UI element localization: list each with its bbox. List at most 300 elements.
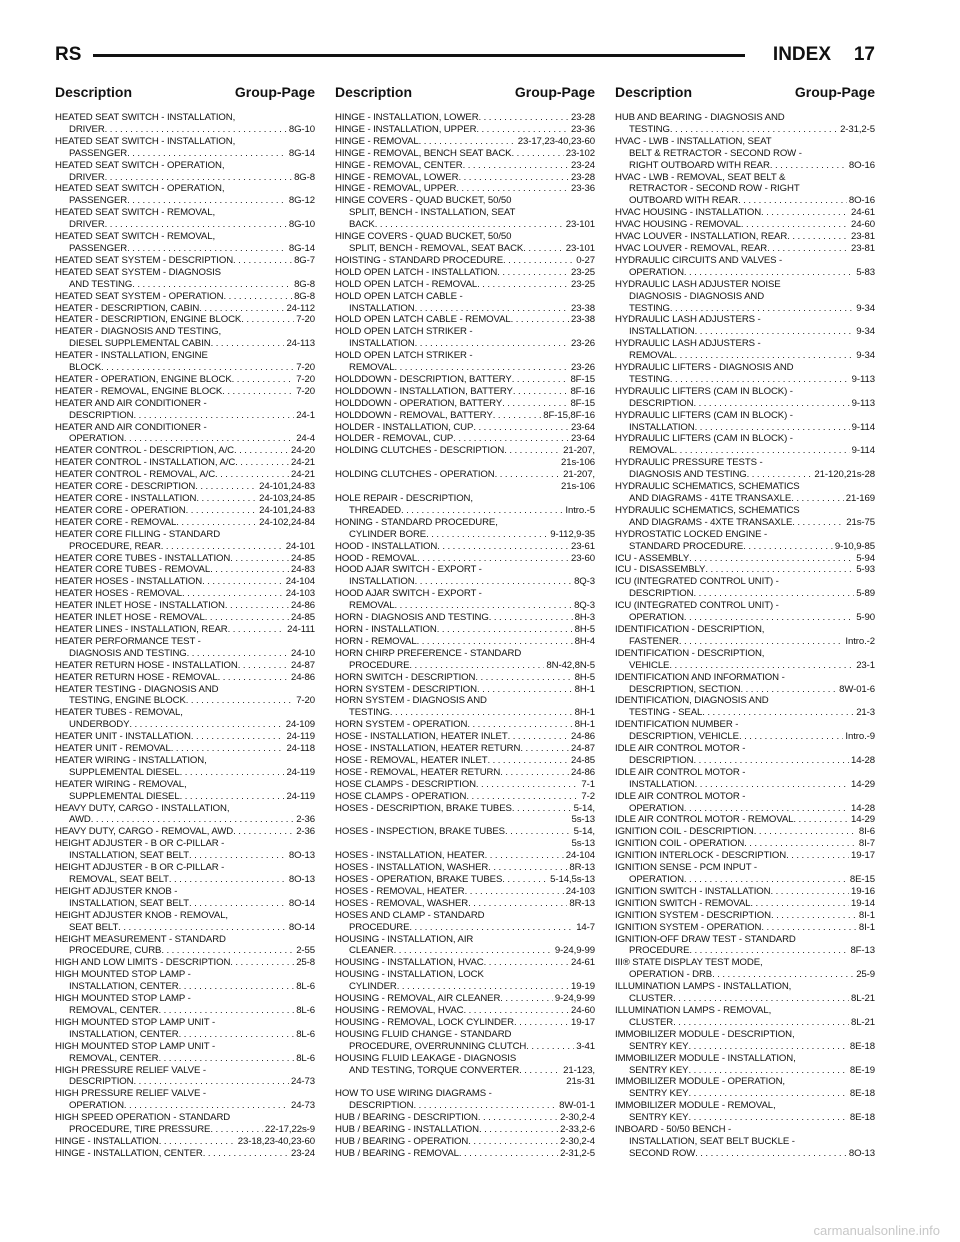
entry-page-ref: 8O-13 (848, 1147, 875, 1159)
dot-leader (500, 993, 553, 1005)
entry-text: HOLDDOWN - INSTALLATION, BATTERY (335, 385, 513, 397)
entry-text: IDENTIFICATION AND INFORMATION - (615, 671, 785, 683)
dot-leader (523, 243, 563, 255)
dot-leader (158, 1005, 294, 1017)
entry-page-ref: 23-18,23-40,23-60 (237, 1135, 315, 1147)
entry-page-ref-continued: 21s-106 (561, 481, 595, 493)
index-entry (335, 695, 595, 719)
dot-leader (468, 898, 567, 910)
index-entry (55, 957, 315, 969)
entry-page-ref: 23-36 (570, 183, 595, 195)
entry-page-ref: 2-30,2-4 (560, 1135, 595, 1147)
entry-text: HEATER - INSTALLATION, ENGINE (55, 350, 208, 362)
index-entry (615, 1053, 875, 1077)
index-entry (55, 386, 315, 398)
index-entry (55, 600, 315, 612)
entry-text: STANDARD PROCEDURE (629, 540, 744, 552)
entry-text: DIAGNOSIS AND TESTING (69, 647, 187, 659)
index-entry (55, 838, 315, 862)
entry-text: HEATED SEAT SYSTEM - DESCRIPTION (55, 254, 234, 266)
index-entry (335, 433, 595, 445)
index-entry (55, 267, 315, 291)
entry-page-ref: 5-94 (856, 552, 875, 564)
entry-text: INSTALLATION (629, 421, 695, 433)
entry-page-ref: 8O-13 (288, 850, 315, 862)
entry-text: HINGE COVERS - QUAD BUCKET, 50/50 (335, 231, 512, 243)
dot-leader (670, 124, 838, 136)
dot-leader (770, 160, 847, 172)
dot-leader (199, 303, 284, 315)
index-entry (335, 1136, 595, 1148)
entry-text: DESCRIPTION (629, 588, 694, 600)
index-entry (335, 803, 595, 827)
entry-text: BACK (349, 219, 375, 231)
entry-page-ref: 23-25 (570, 278, 595, 290)
index-column-3 (615, 112, 875, 1160)
index-entry (55, 1112, 315, 1136)
dot-leader (479, 112, 569, 124)
entry-page-ref: 24-10 (290, 647, 315, 659)
index-entry (55, 160, 315, 184)
dot-leader (225, 600, 289, 612)
index-entry (55, 529, 315, 553)
entry-page-ref: 8H-1 (574, 707, 595, 719)
dot-leader (684, 267, 854, 279)
index-entry (55, 112, 315, 136)
entry-text: SUPPLEMENTAL DIESEL (69, 790, 180, 802)
entry-page-ref: 8H-3 (574, 612, 595, 624)
entry-text: PROCEDURE, REAR (69, 540, 161, 552)
entry-text: ILLUMINATION LAMPS - INSTALLATION, (615, 981, 792, 993)
entry-page-ref: 25-8 (296, 957, 315, 969)
entry-page-ref: 5-83 (856, 266, 875, 278)
index-entry (55, 588, 315, 600)
entry-page-ref: 2-36 (296, 814, 315, 826)
index-entry (55, 707, 315, 731)
entry-page-ref: 5-14, (573, 826, 595, 838)
dot-leader (679, 636, 844, 648)
index-entry (335, 314, 595, 326)
dot-leader (511, 314, 569, 326)
entry-text: TESTING (629, 373, 670, 385)
entry-page-ref: 19-16 (850, 885, 875, 897)
entry-page-ref: 8F-15,8F-16 (543, 409, 595, 421)
entry-page-ref: 9-114 (851, 445, 875, 457)
entry-text: HIGH PRESSURE RELIEF VALVE - (55, 1088, 206, 1100)
dot-leader (689, 945, 848, 957)
entry-text: HOLDDOWN - DESCRIPTION, BATTERY (335, 373, 512, 385)
index-entry (55, 660, 315, 672)
entry-text: HYDROSTATIC LOCKED ENGINE - (615, 528, 768, 540)
dot-leader (754, 826, 857, 838)
entry-page-ref: 21-123, (563, 1064, 595, 1076)
index-entry (55, 255, 315, 267)
entry-text: HOSE CLAMPS - DESCRIPTION (335, 778, 476, 790)
entry-text: AND DIAGRAMS - 41TE TRANSAXLE (629, 493, 792, 504)
entry-page-ref: 8G-8 (294, 290, 315, 302)
index-entry (55, 886, 315, 910)
dot-leader (210, 564, 289, 576)
entry-text: IMMOBILIZER MODULE - INSTALLATION, (615, 1052, 796, 1064)
entry-text: ICU - ASSEMBLY (615, 552, 690, 564)
index-entry (335, 862, 595, 874)
dot-leader (437, 624, 573, 636)
dot-leader (417, 553, 569, 565)
index-entry (335, 624, 595, 636)
dot-leader (771, 910, 857, 922)
entry-text: ILLUMINATION LAMPS - REMOVAL, (615, 1004, 772, 1016)
entry-text: ICU - DISASSEMBLY (615, 564, 706, 576)
entry-text: HOLDDOWN - REMOVAL, BATTERY (335, 409, 493, 421)
entry-text: IDENTIFICATION NUMBER - (615, 719, 739, 731)
entry-text: INSTALLATION, CENTER (69, 1028, 179, 1040)
index-entry (55, 314, 315, 326)
entry-page-ref: 24-21 (290, 457, 315, 469)
entry-text: HYDRAULIC LASH ADJUSTER NOISE (615, 278, 781, 290)
dot-leader (127, 243, 287, 255)
dot-leader (161, 945, 294, 957)
entry-text: UNDERBODY (69, 719, 130, 731)
group-page-heading: Group-Page (794, 84, 875, 100)
entry-text: HOLD OPEN LATCH CABLE - (335, 290, 463, 302)
dot-leader (127, 148, 287, 160)
index-entry (615, 386, 875, 410)
dot-leader (688, 1088, 847, 1100)
dot-leader (512, 803, 572, 815)
index-entry (335, 731, 595, 743)
dot-leader (453, 433, 569, 445)
entry-text: HEIGHT ADJUSTER - B OR C-PILLAR - (55, 862, 225, 874)
index-entry (335, 112, 595, 124)
entry-text: OPERATION (629, 266, 684, 278)
entry-page-ref: 19-14 (850, 897, 875, 909)
dot-leader (473, 422, 569, 434)
entry-page-ref: 8L-6 (296, 1028, 315, 1040)
entry-text: HOLDER - REMOVAL, CUP (335, 433, 454, 445)
entry-text: HEATER INLET HOSE - INSTALLATION (55, 600, 225, 612)
entry-page-ref: 19-17 (570, 1016, 595, 1028)
entry-text: AND TESTING, TORQUE CONVERTER (349, 1064, 520, 1076)
entry-text: HEATER INLET HOSE - REMOVAL (55, 612, 205, 624)
index-entry (615, 838, 875, 850)
entry-page-ref: 23-28 (570, 171, 595, 183)
entry-text: IGNITION COIL - DESCRIPTION (615, 826, 754, 838)
entry-text: IDLE AIR CONTROL MOTOR - (615, 790, 746, 802)
entry-text: HOSES - OPERATION, BRAKE TUBES (335, 874, 503, 885)
entry-text: HEATER - DESCRIPTION, CABIN (55, 302, 200, 314)
index-entry (335, 553, 595, 565)
dot-leader (203, 1148, 289, 1160)
entry-text: CLUSTER (629, 993, 674, 1005)
entry-text: HYDRAULIC LIFTERS (CAM IN BLOCK) - (615, 385, 793, 397)
entry-text: VEHICLE (629, 659, 670, 671)
dot-leader (476, 124, 569, 136)
entry-text: THREADED (349, 504, 401, 516)
dot-leader (105, 124, 287, 136)
dot-leader (179, 981, 295, 993)
entry-text: INSTALLATION (629, 326, 695, 338)
entry-text: HOOD AJAR SWITCH - EXPORT - (335, 588, 482, 600)
entry-text: INBOARD - 50/50 BENCH - (615, 1124, 732, 1136)
entry-page-ref: 24-85 (290, 552, 315, 564)
entry-text: HEATED SEAT SWITCH - INSTALLATION, (55, 112, 236, 123)
index-entry (55, 231, 315, 255)
entry-page-ref: 8H-4 (574, 635, 595, 647)
index-entry (615, 362, 875, 386)
entry-text: HOLD OPEN LATCH STRIKER - (335, 350, 473, 362)
index-entry (55, 350, 315, 374)
entry-page-ref: 24-4 (296, 433, 315, 445)
index-entry (335, 636, 595, 648)
dot-leader (132, 279, 292, 291)
entry-page-ref: 9-34 (856, 350, 875, 362)
index-entry (615, 314, 875, 338)
entry-page-ref: 23-101 (565, 219, 595, 231)
dot-leader (202, 576, 284, 588)
dot-leader (466, 791, 579, 803)
dot-leader (673, 993, 849, 1005)
entry-page-ref: 24-119 (286, 790, 315, 802)
index-entry (335, 1148, 595, 1160)
entry-page-ref: Intro.-2 (845, 635, 875, 647)
entry-text: HEATER - DESCRIPTION, ENGINE BLOCK (55, 314, 242, 326)
entry-text: HEATER CONTROL - REMOVAL, A/C (55, 469, 216, 481)
entry-page-ref: Intro.-9 (845, 731, 875, 743)
entry-text: HOSES - INSPECTION, BRAKE TUBES (335, 826, 505, 838)
index-entry (335, 969, 595, 993)
index-entry (335, 326, 595, 350)
dot-leader (218, 672, 289, 684)
entry-page-ref: 23-101 (565, 242, 595, 254)
index-entry (615, 172, 875, 208)
entry-page-ref: 24-85 (570, 754, 595, 766)
index-entry (55, 1065, 315, 1089)
entry-text: HEATER UNIT - REMOVAL (55, 743, 171, 755)
entry-page-ref: 23-24 (570, 159, 595, 171)
entry-page-ref: 24-86 (570, 731, 595, 743)
dot-leader (786, 850, 849, 862)
entry-page-ref: 23-17,23-40,23-60 (517, 135, 595, 147)
entry-text: HOUSING - INSTALLATION, AIR (335, 933, 474, 945)
entry-text: HEATER LINES - INSTALLATION, REAR (55, 623, 228, 635)
watermark: carmanualsonline.info (813, 1223, 940, 1238)
entry-text: INSTALLATION (629, 778, 695, 790)
entry-text: IGNITION COIL - OPERATION (615, 838, 745, 850)
entry-text: DRIVER (69, 123, 105, 135)
index-entry (55, 1136, 315, 1148)
entry-text: HEATER CORE - INSTALLATION (55, 493, 197, 504)
group-page-heading: Group-Page (234, 84, 315, 100)
entry-page-ref: 23-64 (570, 433, 595, 445)
entry-text: HEATER HOSES - REMOVAL (55, 588, 182, 600)
entry-text: HOLD OPEN LATCH CABLE - REMOVAL (335, 314, 511, 326)
entry-page-ref: 8E-18 (849, 1112, 875, 1124)
entry-text: HOLD OPEN LATCH - REMOVAL (335, 278, 478, 290)
entry-page-ref: 8O-14 (288, 921, 315, 933)
entry-text: OPERATION (629, 802, 684, 814)
entry-text: IMMOBILIZER MODULE - OPERATION, (615, 1076, 785, 1088)
index-entry (615, 910, 875, 922)
index-entry (55, 183, 315, 207)
dot-leader (394, 945, 553, 957)
index-entry (335, 136, 595, 148)
dot-leader (712, 969, 854, 981)
entry-text: IGNITION SYSTEM - OPERATION (615, 921, 762, 933)
entry-text: DESCRIPTION (349, 1100, 414, 1112)
dot-leader (186, 695, 294, 707)
index-entry (335, 1053, 595, 1089)
entry-text: III® STATE DISPLAY TEST MODE, (615, 957, 763, 969)
index-entry (615, 433, 875, 457)
entry-text: HUB / BEARING - OPERATION (335, 1135, 469, 1147)
entry-page-ref: 24-83 (290, 564, 315, 576)
entry-page-ref: 9-24,9-99 (554, 945, 595, 957)
entry-text: INSTALLATION, SEAT BELT (69, 850, 189, 862)
index-entry (615, 814, 875, 826)
dot-leader (513, 386, 569, 398)
entry-text: HIGH MOUNTED STOP LAMP UNIT - (55, 1040, 216, 1052)
entry-page-ref: 19-19 (570, 981, 595, 993)
dot-leader (233, 826, 294, 838)
entry-text: HOSE CLAMPS - OPERATION (335, 790, 467, 802)
dot-leader (233, 255, 292, 267)
index-entry (55, 1041, 315, 1065)
dot-leader (695, 779, 849, 791)
entry-text: CYLINDER (349, 981, 397, 993)
entry-text: DESCRIPTION, SECTION (629, 683, 741, 695)
entry-page-ref: 8W-01-1 (559, 1100, 595, 1112)
entry-text: HEIGHT ADJUSTER KNOB - (55, 885, 178, 897)
entry-text: SENTRY KEY (629, 1040, 689, 1052)
entry-page-ref: 24-86 (290, 600, 315, 612)
entry-text: IDENTIFICATION - DESCRIPTION, (615, 647, 765, 659)
index-entry (335, 124, 595, 136)
index-entry (615, 850, 875, 862)
entry-text: HEATED SEAT SWITCH - OPERATION, (55, 159, 225, 171)
entry-page-ref: 24-104 (565, 850, 595, 862)
index-entry (335, 767, 595, 779)
entry-text: HVAC HOUSING - INSTALLATION (615, 207, 762, 219)
entry-text: OPERATION (629, 612, 684, 624)
entry-page-ref: 8E-15 (849, 874, 875, 885)
dot-leader (693, 398, 849, 410)
dot-leader (179, 1029, 295, 1041)
entry-page-ref: 21-169 (845, 493, 875, 504)
entry-page-ref: 7-2 (581, 790, 595, 802)
dot-leader (230, 553, 289, 565)
index-entry (335, 279, 595, 291)
entry-text: HYDRAULIC SCHEMATICS, SCHEMATICS (615, 504, 800, 516)
entry-page-ref: 25-9 (856, 969, 875, 981)
entry-text: HOSES - INSTALLATION, WASHER (335, 862, 489, 874)
entry-text: OPERATION (629, 874, 684, 885)
dot-leader (463, 1005, 568, 1017)
entry-text: PASSENGER (69, 242, 128, 254)
entry-text: HORN SWITCH - DESCRIPTION (335, 671, 476, 683)
entry-text: SUPPLEMENTAL DIESEL (69, 766, 180, 778)
entry-page-ref: 24-113 (286, 338, 315, 350)
entry-page-ref: 24-101,24-83 (259, 504, 315, 516)
index-entry (55, 303, 315, 315)
index-entry (55, 624, 315, 636)
entry-page-ref: 8O-14 (288, 897, 315, 909)
dot-leader (695, 326, 855, 338)
entry-page-ref: 9-113 (851, 373, 875, 385)
entry-text: HINGE COVERS - QUAD BUCKET, 50/50 (335, 195, 512, 207)
dot-leader (127, 195, 287, 207)
index-entry (615, 767, 875, 791)
entry-text: RIGHT OUTBOARD WITH REAR (629, 159, 770, 171)
index-entry (55, 422, 315, 446)
entry-page-ref: 9-113 (851, 397, 875, 409)
entry-text: HYDRAULIC LASH ADJUSTERS - (615, 314, 761, 326)
entry-text: REMOVAL (349, 600, 395, 612)
entry-text: HOSES - REMOVAL, HEATER (335, 885, 465, 897)
entry-text: HEATER TESTING - DIAGNOSIS AND (55, 683, 219, 695)
index-entry (615, 743, 875, 767)
entry-text: HEIGHT ADJUSTER KNOB - REMOVAL, (55, 909, 228, 921)
group-page-heading: Group-Page (514, 84, 595, 100)
entry-text: HINGE - REMOVAL (335, 135, 419, 147)
entry-text: HOLDING CLUTCHES - DESCRIPTION (335, 445, 505, 457)
dot-leader (458, 172, 569, 184)
entry-text: HEATED SEAT SWITCH - REMOVAL, (55, 207, 216, 219)
index-entry (335, 231, 595, 255)
entry-text: HOSES AND CLAMP - STANDARD (335, 909, 485, 921)
entry-page-ref: 23-26 (570, 362, 595, 374)
dot-leader (504, 445, 561, 457)
entry-text: ICU (INTEGRATED CONTROL UNIT) - (615, 576, 779, 588)
entry-text: HIGH SPEED OPERATION - STANDARD (55, 1112, 231, 1124)
entry-page-ref: 23-81 (850, 231, 875, 243)
dot-leader (493, 410, 542, 422)
entry-page-ref: 24-103 (565, 885, 595, 897)
index-entry (335, 445, 595, 469)
entry-page-ref: 7-20 (296, 362, 315, 374)
dot-leader (465, 886, 564, 898)
entry-page-ref: 21-207, (563, 445, 595, 457)
dot-leader (409, 922, 574, 934)
index-entry (615, 957, 875, 981)
entry-text: HOOD AJAR SWITCH - EXPORT - (335, 564, 482, 576)
entry-text: HEATER CONTROL - DESCRIPTION, A/C (55, 445, 234, 457)
index-entry (615, 410, 875, 434)
entry-page-ref: 8G-14 (288, 242, 315, 254)
entry-page-ref: 7-20 (296, 385, 315, 397)
dot-leader (238, 660, 289, 672)
entry-text: HIGH AND LOW LIMITS - DESCRIPTION (55, 957, 231, 969)
index-entry (55, 1088, 315, 1112)
entry-page-ref: 8F-15 (570, 373, 595, 385)
entry-text: DESCRIPTION (69, 409, 134, 421)
index-entry (615, 1100, 875, 1124)
entry-page-ref: 24-103 (285, 588, 315, 600)
entry-text: HEATER RETURN HOSE - INSTALLATION (55, 659, 238, 671)
entry-text: HEATER TUBES - REMOVAL, (55, 707, 183, 719)
index-entry (615, 553, 875, 565)
dot-leader (241, 314, 294, 326)
index-entry (55, 612, 315, 624)
entry-page-ref: 8I-6 (858, 826, 875, 838)
dot-leader (161, 541, 284, 553)
entry-text: HEATER PERFORMANCE TEST - (55, 635, 201, 647)
entry-page-ref: 8O-16 (848, 159, 875, 171)
entry-page-ref: 7-20 (296, 695, 315, 707)
dot-leader (739, 731, 843, 743)
index-entry (335, 517, 595, 541)
entry-text: FASTENER (629, 635, 679, 647)
entry-page-ref: 24-104 (285, 576, 315, 588)
